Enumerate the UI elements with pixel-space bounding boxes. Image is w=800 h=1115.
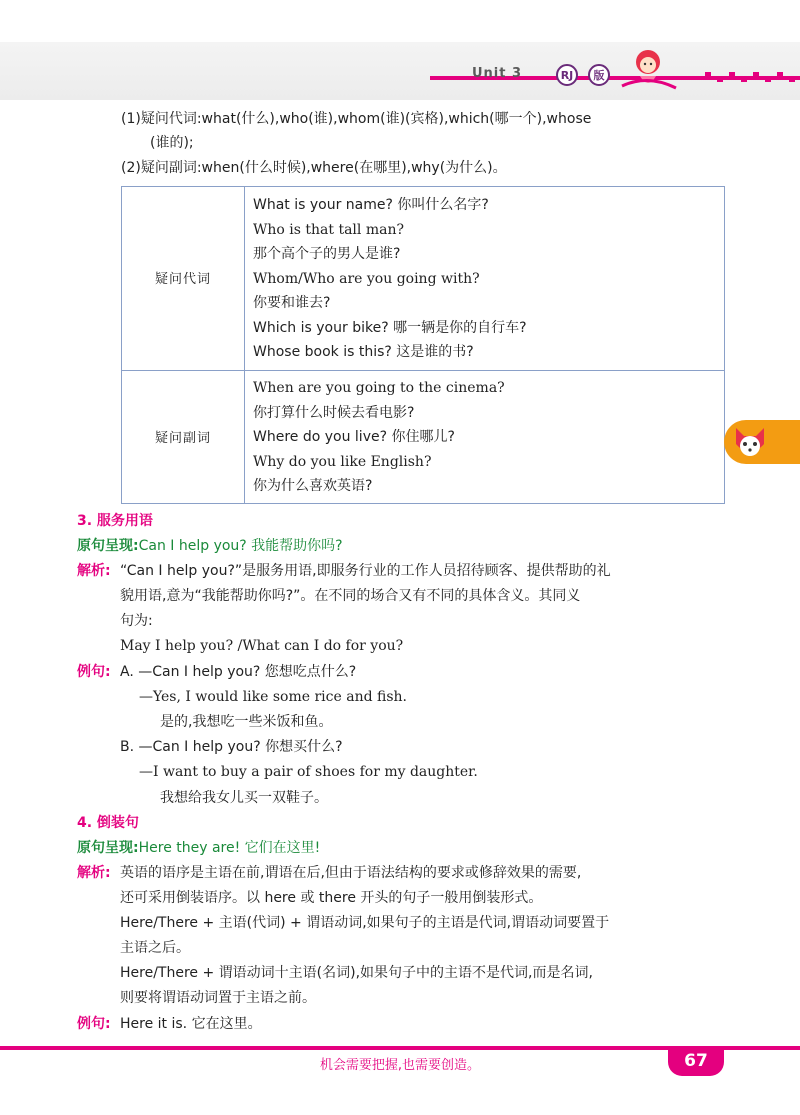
- analysis-line: 则要将谓语动词置于主语之前。: [120, 990, 316, 1006]
- section-3-title: 3. 服务用语: [77, 513, 153, 529]
- page-header: [0, 0, 800, 100]
- table-row-head-pronouns: 疑问代词: [154, 272, 211, 287]
- table-cell-line: Which is your bike? 哪一辆是你的自行车?: [253, 319, 527, 336]
- table-cell-line: What is your name? 你叫什么名字?: [253, 197, 489, 213]
- section-3-original: [77, 535, 343, 557]
- table-cell-line: 你为什么喜欢英语?: [253, 478, 373, 494]
- table-cell-line: Where do you live? 你住哪儿?: [253, 429, 455, 445]
- table-row: [122, 372, 724, 503]
- example-line: —Yes, I would like some rice and fish.: [139, 689, 408, 705]
- original-label: 原句呈现:: [77, 538, 139, 554]
- table-cell-line: When are you going to the cinema?: [253, 380, 505, 396]
- edition-badge: 版: [588, 64, 610, 86]
- rj-badge: RJ: [556, 64, 578, 86]
- question-words-table: [121, 186, 725, 504]
- analysis-label: 解析:: [77, 563, 111, 579]
- analysis-line: May I help you? /What can I do for you?: [120, 638, 404, 654]
- analysis-line: “Can I help you?”是服务用语,即服务行业的工作人员招待顾客、提供帮助的礼: [120, 563, 611, 579]
- intro-pronouns-line: (1)疑问代词:what(什么),who(谁),whom(谁)(宾格),which(哪一个),whose: [121, 111, 592, 127]
- intro-adverbs-line: (2)疑问副词:when(什么时候),where(在哪里),why(为什么)。: [121, 160, 507, 176]
- table-cell-line: 你要和谁去?: [253, 295, 331, 311]
- section-4-original: [77, 837, 320, 859]
- example-line: 我想给我女儿买一双鞋子。: [160, 790, 328, 806]
- table-cell-line: 那个高个子的男人是谁?: [253, 246, 401, 262]
- fox-mascot-icon: [730, 422, 770, 462]
- example-label: 例句:: [77, 1016, 111, 1032]
- section-4-title: 4. 倒装句: [77, 815, 139, 831]
- analysis-line: 还可采用倒装语序。以 here 或 there 开头的句子一般用倒装形式。: [120, 890, 543, 906]
- analysis-line: Here/There + 主语(代词) + 谓语动词,如果句子的主语是代词,谓语动词要置于: [120, 915, 610, 931]
- table-cell-line: Why do you like English?: [253, 453, 432, 470]
- example-line: 是的,我想吃一些米饭和鱼。: [160, 714, 333, 730]
- intro-pronouns-line-cont: (谁的);: [150, 135, 194, 151]
- table-cell-line: Whose book is this? 这是谁的书?: [253, 344, 474, 360]
- analysis-line: 英语的语序是主语在前,谓语在后,但由于语法结构的要求或修辞效果的需要,: [120, 865, 582, 881]
- example-line: —I want to buy a pair of shoes for my daughter.: [139, 764, 478, 780]
- example-label: 例句:: [77, 664, 111, 680]
- girl-mascot-icon: [618, 44, 678, 94]
- original-sentence: Here they are! 它们在这里!: [138, 840, 321, 856]
- original-sentence: Can I help you? 我能帮助你吗?: [138, 538, 343, 554]
- table-row: [122, 187, 724, 371]
- analysis-label: 解析:: [77, 865, 111, 881]
- page-number: 67: [668, 1046, 724, 1076]
- analysis-line: 句为:: [120, 613, 153, 629]
- example-line: B. —Can I help you? 你想买什么?: [120, 739, 343, 755]
- table-cell-line: Who is that tall man?: [253, 221, 404, 238]
- example-line: Here it is. 它在这里。: [120, 1016, 262, 1032]
- example-line: A. —Can I help you? 您想吃点什么?: [120, 664, 357, 680]
- table-cell-line: Whom/Who are you going with?: [253, 270, 480, 287]
- checker-pattern-icon: [705, 70, 800, 84]
- analysis-line: Here/There + 谓语动词十主语(名词),如果句子中的主语不是代词,而是名词,: [120, 965, 593, 981]
- unit-label: Unit 3: [472, 66, 523, 81]
- table-cell-line: 你打算什么时候去看电影?: [253, 404, 415, 421]
- analysis-line: 主语之后。: [120, 940, 190, 956]
- table-column-divider: [244, 187, 245, 503]
- table-row-head-adverbs: 疑问副词: [154, 431, 211, 446]
- original-label: 原句呈现:: [77, 840, 139, 856]
- header-band: [0, 42, 800, 100]
- analysis-line: 貌用语,意为“我能帮助你吗?”。在不同的场合又有不同的具体含义。其同义: [120, 588, 581, 604]
- footer-motto: 机会需要把握,也需要创造。: [319, 1058, 481, 1073]
